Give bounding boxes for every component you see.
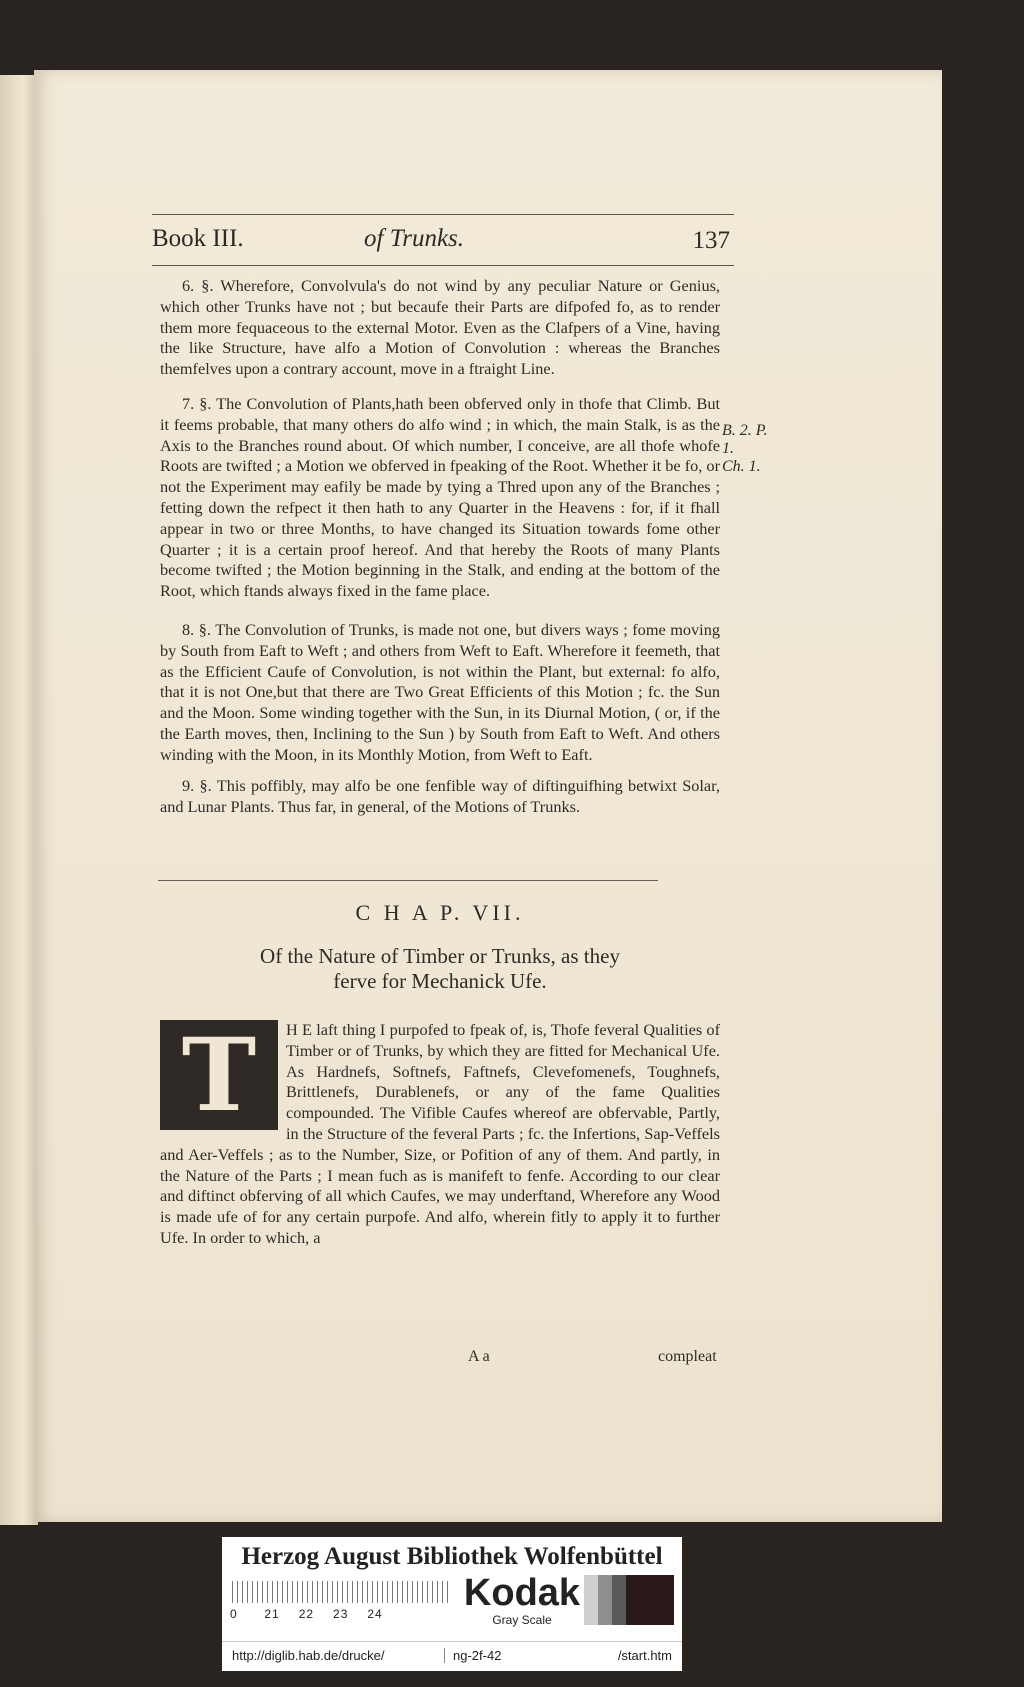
gray-scale-swatches: [584, 1575, 674, 1625]
swatch: [626, 1575, 674, 1625]
paragraph-9: [160, 776, 720, 818]
chapter-title-line2: ferve for Mechanick Ufe.: [333, 969, 547, 993]
kodak-logo: Kodak: [463, 1572, 581, 1614]
paragraph-9-text: 9. §. This poffibly, may alfo be one fenfible way of diftinguifhing betwixt Solar, and Lunar Plants. Thus far, in general, of the Motions of Trunks.: [160, 776, 720, 816]
library-name: Herzog August Bibliothek Wolfenbüttel: [241, 1543, 663, 1570]
library-label: [222, 1537, 682, 1671]
marginal-note-line1: B. 2. P. 1.: [722, 422, 768, 457]
ruler-number: 21: [264, 1607, 280, 1621]
running-header: [152, 214, 734, 266]
decorated-initial: [160, 1016, 278, 1134]
marginal-note: [722, 422, 772, 476]
paragraph-6-text: 6. §. Wherefore, Convolvula's do not wind by any peculiar Nature or Genius, which other Trunks have not ; but becaufe their Parts are difpofed fo, as to render them more fequaceous to the external Motor. Even as the Clafpers of a Vine, having the like Structure, have alfo a Motion of Convolution : whereas the Branches themfelves upon a contrary account, move in a ftraight Line.: [160, 276, 720, 379]
signature-mark: A a: [468, 1348, 490, 1365]
paragraph-8-text: 8. §. The Convolution of Trunks, is made not one, but divers ways ; fome moving by South from Eaft to Weft ; and others from Weft to Eaft. Wherefore it feemeth, that as the Efficient Caufe of Convolution, is not within the Plant, but external: fo alfo, that it is not One,but that there are Two Great Efficients of this Motion ; fc. the Sun and the Moon. Some winding together with the Sun, in its Diurnal Motion, ( or, if the the Earth moves, then, Inclining to the Sun ) by South from Eaft to Weft. And others winding with the Moon, in its Monthly Motion, from Weft to Eaft.: [160, 620, 720, 764]
swatch: [598, 1575, 612, 1625]
section-divider: [158, 880, 658, 881]
shelfmark: ng-2f-42: [444, 1648, 501, 1663]
paragraph-7-text: 7. §. The Convolution of Plants,hath been obferved only in thofe that Climb. But it feems probable, that many others do alfo wind ; in which, the main Stalk, is as the Axis to the Branches round about. Of which number, I conceive, are all thofe whofe Roots are twifted ; a Motion we obferved in fpeaking of the Root. Whether it be fo, or not the Experiment may eafily be made by tying a Thred upon any of the Branches ; fetting down the refpect it then hath to any Quarter in the Heavens : for, if it fhall appear in two or three Months, to have changed its Situation towards fome other Quarter ; it is a certain proof hereof. And that hereby the Roots of many Plants become twifted ; the Motion beginning in the Stalk, and ending at the bottom of the Root, which ftands always fixed in the fame place.: [160, 394, 720, 601]
ruler-number: 24: [367, 1607, 383, 1621]
swatch: [612, 1575, 626, 1625]
header-book: Book III.: [152, 225, 244, 252]
ruler-number: 23: [333, 1607, 349, 1621]
chapter-title: [160, 944, 720, 994]
gray-scale-label: Gray Scale: [492, 1613, 552, 1627]
ruler-numbers: [230, 1607, 470, 1621]
initial-letter: T: [181, 1016, 257, 1134]
chapter-body-text: H E laft thing I purpofed to fpeak of, is, Thofe feveral Qualities of Timber or of Trunks, by which they are fitted for Mechanical Ufe. As Hardnefs, Softnefs, Faftnefs, Clevefomenefs, Toughnefs, Brittlenefs, Durablenefs, or any of the fame Qualities compounded. The Vifible Caufes whereof are obfervable, Partly, in the Structure of the feveral Parts ; fc. the Infertions, Sap-Veffels and Aer-Veffels ; as to the Number, Size, or Pofition of any of them. And partly, in the Nature of the Parts ; I mean fuch as is manifeft to fenfe. According to our clear and diftinct obferving of all which Caufes, we may underftand, Wherefore any Wood is made ufe of for any certain purpofe. And alfo, wherein fitly to apply it to further Ufe. In order to which, a: [160, 1020, 720, 1247]
marginal-note-line2: Ch. 1.: [722, 458, 761, 475]
swatch: [584, 1575, 598, 1625]
url-end: /start.htm: [617, 1648, 672, 1663]
chapter-heading: C H A P. VII.: [355, 900, 525, 925]
catchword: compleat: [658, 1348, 717, 1365]
header-title: of Trunks.: [364, 225, 465, 252]
url-row: [222, 1641, 682, 1668]
page-number: 137: [692, 227, 730, 254]
chapter-title-line1: Of the Nature of Timber or Trunks, as they: [260, 944, 620, 968]
ruler-number: 22: [298, 1607, 315, 1621]
paragraph-8: [160, 620, 720, 766]
ruler-number: 0: [230, 1607, 238, 1621]
left-page-edge: [0, 75, 38, 1525]
scale-ruler: [232, 1581, 452, 1603]
paragraph-7: [160, 394, 720, 602]
url-base: http://diglib.hab.de/drucke/: [232, 1648, 385, 1663]
paragraph-6: [160, 276, 720, 380]
